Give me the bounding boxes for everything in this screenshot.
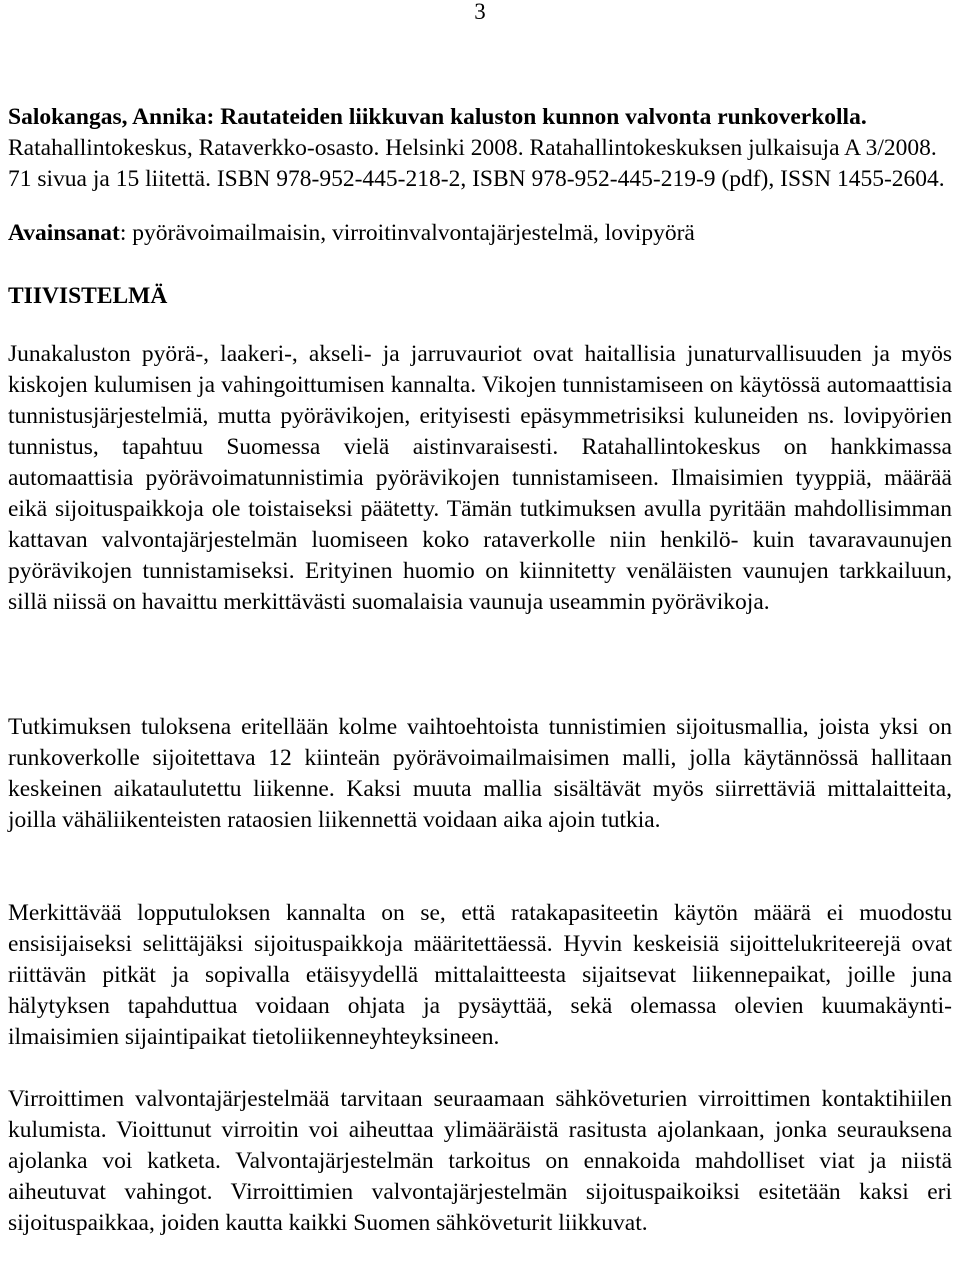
keywords-line xyxy=(8,218,952,249)
abstract-paragraph-3: Merkittävää lopputuloksen kannalta on se, että ratakapasiteetin käytön määrä ei muodostu ensisijaiseksi selittäjäksi sijoituspaikkoja määritettäessä. Hyvin keskeisiä sijoittelukriteerejä ovat riittävän pitkät ja sopivalla etäisyydellä mittalaitteesta sijaitsevat liikennepaikat, joille juna hälytyksen tapahduttua voidaan ohjata ja pysäyttää, sekä olemassa olevien kuumakäynti-ilmaisimien sijaintipaikat tietoliikenneyhteyksineen. xyxy=(8,900,952,1050)
abstract-paragraph-2: Tutkimuksen tuloksena eritellään kolme vaihtoehtoista tunnistimien sijoitusmallia, joista yksi on runkoverkolle sijoitettava 12 kiinteän pyörävoimailmaisimen malli, jolla käytännössä hallitaan keskeinen aikataulutettu liikenne. Kaksi muuta mallia sisältävät myös siirrettäviä mittalaitteita, joilla vähäliikenteisten rataosien liikennettä voidaan aika ajoin tutkia. xyxy=(8,714,952,833)
citation-publication-line-1: Ratahallintokeskus, Rataverkko-osasto. Helsinki 2008. Ratahallintokeskuksen julkaisuja A 3/2008. xyxy=(8,135,937,161)
citation-block xyxy=(8,102,952,195)
keywords-label: Avainsanat xyxy=(8,220,120,246)
citation-publication-line-2: 71 sivua ja 15 liitettä. ISBN 978-952-445-218-2, ISBN 978-952-445-219-9 (pdf), ISSN 1455-2604. xyxy=(8,166,945,192)
citation-author-title: Salokangas, Annika: Rautateiden liikkuvan kaluston kunnon valvonta runkoverkolla. xyxy=(8,104,867,130)
page-number: 3 xyxy=(474,0,486,24)
section-title: TIIVISTELMÄ xyxy=(8,283,168,309)
keywords-value: : pyörävoimailmaisin, virroitinvalvontajärjestelmä, lovipyörä xyxy=(119,220,695,246)
abstract-paragraph-1: Junakaluston pyörä-, laakeri-, akseli- ja jarruvauriot ovat haitallisia junaturvallisuuden ja myös kiskojen kulumisen ja vahingoittumisen kannalta. Vikojen tunnistamiseen on käytössä automaattisia tunnistusjärjestelmiä, mutta pyörävikojen, erityisesti epäsymmetrisiksi kuluneiden ns. lovipyörien tunnistus, tapahtuu Suomessa vielä aistinvaraisesti. Ratahallintokeskus on hankkimassa automaattisia pyörävoimatunnistimia pyörävikojen tunnistamiseen. Ilmaisimien tyyppiä, määrää eikä sijoituspaikkoja ole toistaiseksi päätetty. Tämän tutkimuksen avulla pyritään mahdollisimman kattavan valvontajärjestelmän luomiseen koko rataverkolle niin henkilö- kuin tavaravaunujen pyörävikojen tunnistamiseksi. Erityinen huomio on kiinnitetty venäläisten vaunujen tarkkailuun, sillä niissä on havaittu merkittävästi suomalaisia vaunuja useammin pyörävikoja. xyxy=(8,341,952,615)
abstract-paragraph-4: Virroittimen valvontajärjestelmää tarvitaan seuraamaan sähköveturien virroittimen kontaktihiilen kulumista. Vioittunut virroitin voi aiheuttaa ylimääräistä rasitusta ajolankaan, jonka seurauksena ajolanka voi katketa. Valvontajärjestelmän tarkoitus on ennakoida mahdolliset viat ja niistä aiheutuvat vahingot. Virroittimien valvontajärjestelmän sijoituspaikoiksi esitetään kaksi eri sijoituspaikkaa, joiden kautta kaikki Suomen sähköveturit liikkuvat. xyxy=(8,1086,952,1236)
